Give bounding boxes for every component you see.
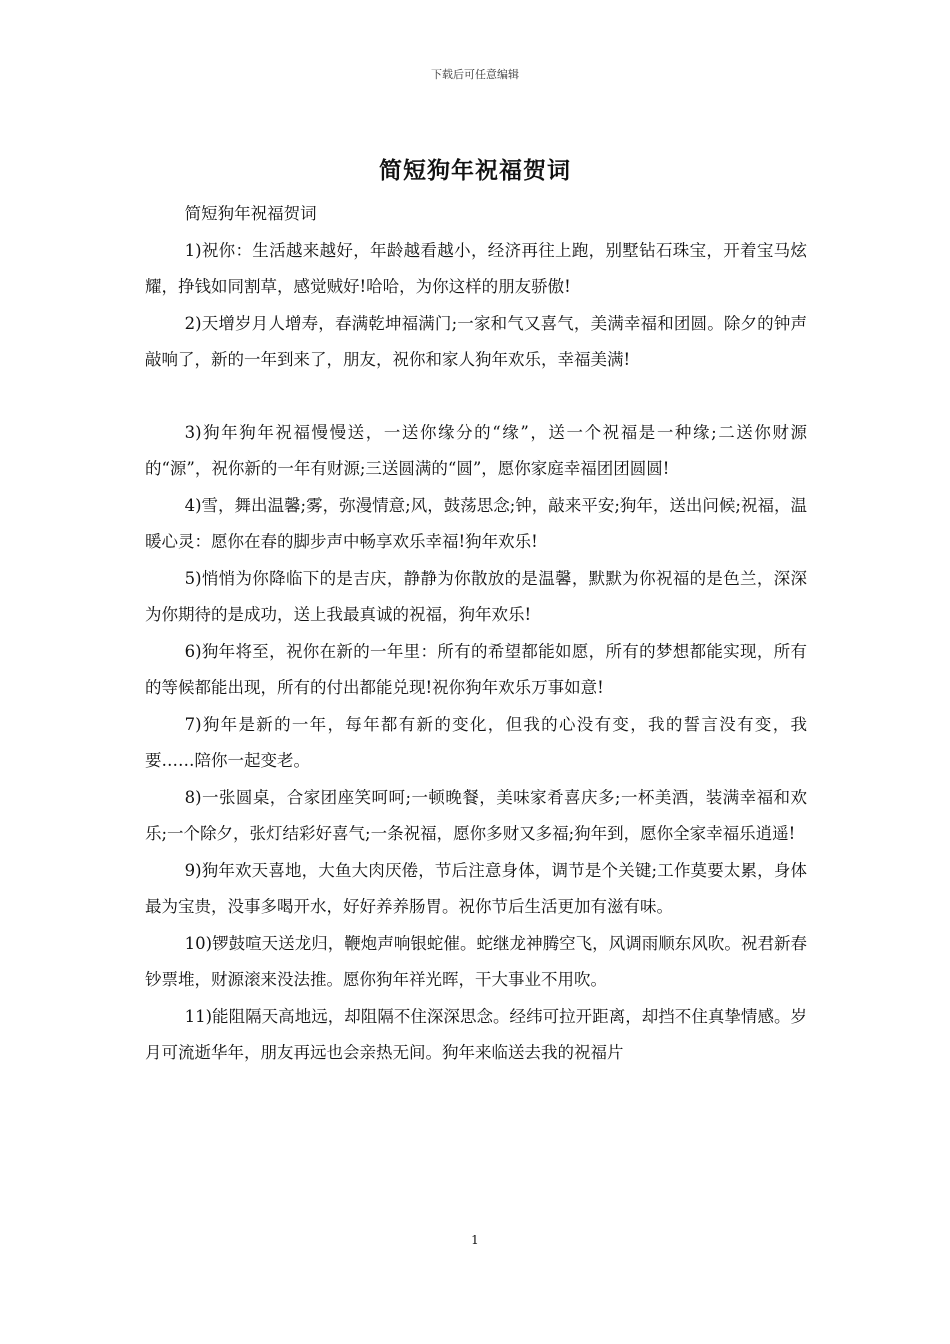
paragraph-7: 7)狗年是新的一年，每年都有新的变化，但我的心没有变，我的誓言没有变，我要……陪你一起变老。: [145, 714, 807, 770]
paragraph-4: 4)雪，舞出温馨;雾，弥漫情意;风，鼓荡思念;钟，敲来平安;狗年，送出问候;祝福，温暖心灵：愿你在春的脚步声中畅享欢乐幸福!狗年欢乐!: [145, 495, 807, 551]
paragraph-1: 1)祝你：生活越来越好，年龄越看越小，经济再往上跑，别墅钻石珠宝，开着宝马炫耀，挣钱如同割草，感觉贼好!哈哈，为你这样的朋友骄傲!: [145, 240, 807, 296]
page-number: 1: [471, 1233, 479, 1247]
paragraph-9: 9)狗年欢天喜地，大鱼大肉厌倦，节后注意身体，调节是个关键;工作莫要太累，身体最为宝贵，没事多喝开水，好好养养肠胃。祝你节后生活更加有滋有味。: [145, 860, 807, 916]
document-body: [145, 196, 807, 1072]
document-title: 简短狗年祝福贺词: [379, 157, 571, 184]
paragraph-8: 8)一张圆桌，合家团座笑呵呵;一顿晚餐，美味家肴喜庆多;一杯美酒，装满幸福和欢乐;一个除夕，张灯结彩好喜气;一条祝福，愿你多财又多福;狗年到，愿你全家幸福乐逍遥!: [145, 787, 807, 843]
document-subtitle: 简短狗年祝福贺词: [184, 204, 317, 223]
paragraph-11: 11)能阻隔天高地远，却阻隔不住深深思念。经纬可拉开距离，却挡不住真挚情感。岁月可流逝华年，朋友再远也会亲热无间。狗年来临送去我的祝福片: [145, 1006, 807, 1062]
paragraph-5: 5)悄悄为你降临下的是吉庆，静静为你散放的是温馨，默默为你祝福的是色兰，深深为你期待的是成功，送上我最真诚的祝福，狗年欢乐!: [145, 568, 807, 624]
paragraph-3: 3)狗年狗年祝福慢慢送，一送你缘分的“缘”，送一个祝福是一种缘;二送你财源的“源”，祝你新的一年有财源;三送圆满的“圆”，愿你家庭幸福团团圆圆!: [145, 422, 807, 478]
paragraph-6: 6)狗年将至，祝你在新的一年里：所有的希望都能如愿，所有的梦想都能实现，所有的等候都能出现，所有的付出都能兑现!祝你狗年欢乐万事如意!: [145, 641, 807, 697]
paragraph-10: 10)锣鼓喧天送龙归，鞭炮声响银蛇催。蛇继龙神腾空飞，风调雨顺东风吹。祝君新春钞票堆，财源滚来没法推。愿你狗年祥光晖，干大事业不用吹。: [145, 933, 807, 989]
paragraph-2: 2)天增岁月人增寿，春满乾坤福满门;一家和气又喜气，美满幸福和团圆。除夕的钟声敲响了，新的一年到来了，朋友，祝你和家人狗年欢乐，幸福美满!: [145, 313, 807, 369]
page-header-note: 下载后可任意编辑: [431, 68, 519, 81]
